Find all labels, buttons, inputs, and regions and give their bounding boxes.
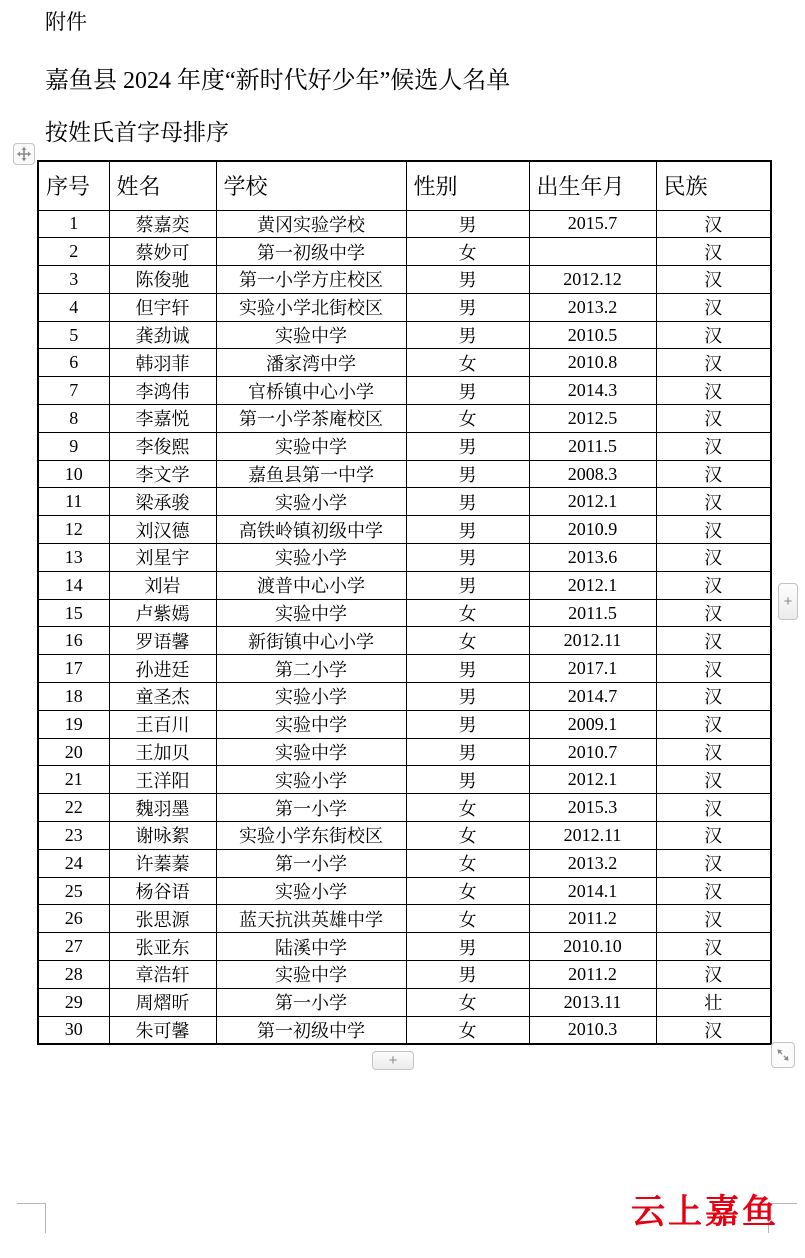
table-row — [38, 683, 771, 711]
table-row — [38, 571, 771, 599]
cell-index: 4 — [38, 293, 109, 321]
cell-school: 实验小学 — [216, 766, 406, 794]
cell-name: 王百川 — [109, 710, 216, 738]
cell-index: 14 — [38, 571, 109, 599]
cell-school: 第一小学方庄校区 — [216, 266, 406, 294]
cell-school: 实验小学 — [216, 877, 406, 905]
cell-school: 实验小学 — [216, 544, 406, 572]
cell-ethnicity: 壮 — [656, 988, 771, 1016]
cell-ethnicity: 汉 — [656, 432, 771, 460]
table-row — [38, 988, 771, 1016]
cell-ethnicity: 汉 — [656, 877, 771, 905]
cell-name: 刘星宇 — [109, 544, 216, 572]
cell-birth: 2010.5 — [529, 321, 656, 349]
page-subtitle: 按姓氏首字母排序 — [45, 120, 229, 145]
watermark-logo-text: 云上嘉鱼 — [631, 1194, 779, 1231]
cell-birth: 2013.11 — [529, 988, 656, 1016]
cell-school: 官桥镇中心小学 — [216, 377, 406, 405]
table-row — [38, 210, 771, 238]
cell-school: 潘家湾中学 — [216, 349, 406, 377]
table-row — [38, 405, 771, 433]
cell-school: 实验小学东街校区 — [216, 822, 406, 850]
cell-name: 许蓁蓁 — [109, 849, 216, 877]
table-row — [38, 460, 771, 488]
table-body — [38, 210, 771, 1044]
insert-column-button[interactable] — [372, 1051, 414, 1070]
cell-school: 第一小学 — [216, 849, 406, 877]
cell-birth: 2010.10 — [529, 933, 656, 961]
cell-gender: 女 — [406, 349, 529, 377]
cell-school: 实验中学 — [216, 738, 406, 766]
cell-gender: 女 — [406, 988, 529, 1016]
cell-ethnicity: 汉 — [656, 210, 771, 238]
cell-name: 李俊熙 — [109, 432, 216, 460]
table-row — [38, 849, 771, 877]
cell-school: 第一初级中学 — [216, 238, 406, 266]
cell-index: 28 — [38, 961, 109, 989]
cell-ethnicity: 汉 — [656, 849, 771, 877]
table-row — [38, 238, 771, 266]
cell-gender: 男 — [406, 655, 529, 683]
cell-index: 30 — [38, 1016, 109, 1044]
cell-index: 26 — [38, 905, 109, 933]
cell-birth: 2015.3 — [529, 794, 656, 822]
cell-ethnicity: 汉 — [656, 571, 771, 599]
cell-index: 6 — [38, 349, 109, 377]
cell-gender: 男 — [406, 961, 529, 989]
cell-index: 2 — [38, 238, 109, 266]
header-index: 序号 — [38, 161, 109, 210]
cell-school: 第一小学 — [216, 794, 406, 822]
cell-ethnicity: 汉 — [656, 905, 771, 933]
cell-ethnicity: 汉 — [656, 1016, 771, 1044]
cell-index: 7 — [38, 377, 109, 405]
cell-ethnicity: 汉 — [656, 544, 771, 572]
cell-ethnicity: 汉 — [656, 710, 771, 738]
cell-name: 谢咏絮 — [109, 822, 216, 850]
cell-ethnicity: 汉 — [656, 627, 771, 655]
table-move-handle[interactable] — [13, 143, 35, 165]
cell-school: 第一小学茶庵校区 — [216, 405, 406, 433]
cell-index: 13 — [38, 544, 109, 572]
cell-birth: 2012.11 — [529, 627, 656, 655]
cell-birth: 2012.1 — [529, 571, 656, 599]
cell-name: 陈俊驰 — [109, 266, 216, 294]
move-icon — [16, 146, 32, 162]
plus-icon: + — [388, 1052, 398, 1069]
cell-index: 29 — [38, 988, 109, 1016]
cell-gender: 女 — [406, 238, 529, 266]
cell-ethnicity: 汉 — [656, 405, 771, 433]
cell-birth: 2012.1 — [529, 766, 656, 794]
header-birth: 出生年月 — [529, 161, 656, 210]
table-row — [38, 266, 771, 294]
cell-birth: 2010.9 — [529, 516, 656, 544]
cell-index: 9 — [38, 432, 109, 460]
cell-school: 渡普中心小学 — [216, 571, 406, 599]
cell-name: 魏羽墨 — [109, 794, 216, 822]
cell-name: 蔡嘉奕 — [109, 210, 216, 238]
cell-school: 陆溪中学 — [216, 933, 406, 961]
cell-name: 卢紫嫣 — [109, 599, 216, 627]
cell-name: 李文学 — [109, 460, 216, 488]
cell-ethnicity: 汉 — [656, 377, 771, 405]
cell-index: 20 — [38, 738, 109, 766]
cell-ethnicity: 汉 — [656, 238, 771, 266]
cell-index: 3 — [38, 266, 109, 294]
candidate-table — [37, 160, 772, 1045]
cell-birth: 2009.1 — [529, 710, 656, 738]
cell-name: 王加贝 — [109, 738, 216, 766]
cell-name: 但宇轩 — [109, 293, 216, 321]
cell-name: 朱可馨 — [109, 1016, 216, 1044]
cell-ethnicity: 汉 — [656, 655, 771, 683]
table-row — [38, 544, 771, 572]
cell-index: 16 — [38, 627, 109, 655]
cell-gender: 女 — [406, 627, 529, 655]
cell-birth: 2015.7 — [529, 210, 656, 238]
cell-ethnicity: 汉 — [656, 766, 771, 794]
cell-name: 张亚东 — [109, 933, 216, 961]
cell-index: 21 — [38, 766, 109, 794]
table-row — [38, 905, 771, 933]
table-header — [38, 161, 771, 210]
cell-index: 19 — [38, 710, 109, 738]
table-row — [38, 488, 771, 516]
cell-birth: 2017.1 — [529, 655, 656, 683]
cell-birth — [529, 238, 656, 266]
cell-index: 25 — [38, 877, 109, 905]
cell-ethnicity: 汉 — [656, 516, 771, 544]
table-row — [38, 349, 771, 377]
cell-gender: 男 — [406, 210, 529, 238]
cell-gender: 女 — [406, 1016, 529, 1044]
cell-school: 高铁岭镇初级中学 — [216, 516, 406, 544]
cell-name: 李嘉悦 — [109, 405, 216, 433]
cell-index: 17 — [38, 655, 109, 683]
cell-school: 实验小学 — [216, 488, 406, 516]
cell-ethnicity: 汉 — [656, 822, 771, 850]
cell-index: 8 — [38, 405, 109, 433]
cell-birth: 2011.5 — [529, 432, 656, 460]
cell-ethnicity: 汉 — [656, 599, 771, 627]
header-name: 姓名 — [109, 161, 216, 210]
cell-gender: 男 — [406, 544, 529, 572]
cell-birth: 2012.5 — [529, 405, 656, 433]
cell-school: 嘉鱼县第一中学 — [216, 460, 406, 488]
insert-row-button[interactable] — [778, 583, 798, 620]
cell-name: 李鸿伟 — [109, 377, 216, 405]
cell-ethnicity: 汉 — [656, 293, 771, 321]
cell-name: 蔡妙可 — [109, 238, 216, 266]
cell-index: 27 — [38, 933, 109, 961]
cell-name: 孙进廷 — [109, 655, 216, 683]
cell-ethnicity: 汉 — [656, 488, 771, 516]
cell-ethnicity: 汉 — [656, 794, 771, 822]
table-row — [38, 655, 771, 683]
cell-gender: 女 — [406, 794, 529, 822]
cell-school: 新街镇中心小学 — [216, 627, 406, 655]
cell-ethnicity: 汉 — [656, 349, 771, 377]
resize-arrows-icon — [775, 1047, 791, 1063]
cell-name: 张思源 — [109, 905, 216, 933]
cell-school: 第二小学 — [216, 655, 406, 683]
cell-birth: 2010.8 — [529, 349, 656, 377]
table-row — [38, 599, 771, 627]
cell-name: 周熠昕 — [109, 988, 216, 1016]
cell-name: 韩羽菲 — [109, 349, 216, 377]
cell-birth: 2014.3 — [529, 377, 656, 405]
cell-ethnicity: 汉 — [656, 460, 771, 488]
cell-birth: 2012.1 — [529, 488, 656, 516]
cell-gender: 男 — [406, 516, 529, 544]
cell-birth: 2014.1 — [529, 877, 656, 905]
cell-gender: 男 — [406, 710, 529, 738]
cell-gender: 女 — [406, 849, 529, 877]
table-row — [38, 516, 771, 544]
cell-ethnicity: 汉 — [656, 266, 771, 294]
cell-index: 12 — [38, 516, 109, 544]
cell-name: 童圣杰 — [109, 683, 216, 711]
cell-birth: 2013.6 — [529, 544, 656, 572]
table-row — [38, 432, 771, 460]
table-row — [38, 377, 771, 405]
cell-name: 章浩轩 — [109, 961, 216, 989]
cell-name: 刘岩 — [109, 571, 216, 599]
table-row — [38, 822, 771, 850]
cell-ethnicity: 汉 — [656, 738, 771, 766]
page-title: 嘉鱼县 2024 年度“新时代好少年”候选人名单 — [45, 68, 511, 94]
cell-gender: 男 — [406, 488, 529, 516]
cell-name: 刘汉德 — [109, 516, 216, 544]
cell-name: 梁承骏 — [109, 488, 216, 516]
cell-gender: 女 — [406, 877, 529, 905]
table-row — [38, 961, 771, 989]
cell-gender: 男 — [406, 321, 529, 349]
cell-school: 实验中学 — [216, 432, 406, 460]
cell-school: 实验中学 — [216, 321, 406, 349]
table-resize-handle[interactable] — [771, 1042, 795, 1068]
cell-index: 18 — [38, 683, 109, 711]
cell-gender: 男 — [406, 266, 529, 294]
cell-gender: 男 — [406, 571, 529, 599]
header-gender: 性别 — [406, 161, 529, 210]
cell-birth: 2014.7 — [529, 683, 656, 711]
cell-school: 实验小学北街校区 — [216, 293, 406, 321]
cell-birth: 2013.2 — [529, 293, 656, 321]
cell-school: 第一初级中学 — [216, 1016, 406, 1044]
table-row — [38, 766, 771, 794]
cell-index: 24 — [38, 849, 109, 877]
cell-index: 11 — [38, 488, 109, 516]
table-row — [38, 1016, 771, 1044]
cell-birth: 2010.7 — [529, 738, 656, 766]
cell-birth: 2008.3 — [529, 460, 656, 488]
cell-gender: 男 — [406, 432, 529, 460]
cell-gender: 男 — [406, 293, 529, 321]
cell-name: 杨谷语 — [109, 877, 216, 905]
cell-ethnicity: 汉 — [656, 933, 771, 961]
cell-index: 23 — [38, 822, 109, 850]
cell-index: 10 — [38, 460, 109, 488]
cell-gender: 女 — [406, 822, 529, 850]
cell-ethnicity: 汉 — [656, 683, 771, 711]
cell-gender: 女 — [406, 599, 529, 627]
cell-school: 实验中学 — [216, 710, 406, 738]
margin-corner-mark-left — [17, 1203, 46, 1233]
cell-birth: 2011.2 — [529, 905, 656, 933]
cell-name: 王洋阳 — [109, 766, 216, 794]
cell-gender: 男 — [406, 933, 529, 961]
cell-gender: 男 — [406, 460, 529, 488]
cell-gender: 男 — [406, 766, 529, 794]
cell-name: 龚劲诚 — [109, 321, 216, 349]
cell-school: 实验中学 — [216, 599, 406, 627]
cell-index: 15 — [38, 599, 109, 627]
cell-gender: 女 — [406, 405, 529, 433]
table-row — [38, 710, 771, 738]
attachment-label: 附件 — [45, 10, 87, 34]
header-school: 学校 — [216, 161, 406, 210]
table-row — [38, 321, 771, 349]
cell-birth: 2012.12 — [529, 266, 656, 294]
cell-school: 实验小学 — [216, 683, 406, 711]
table-row — [38, 933, 771, 961]
cell-ethnicity: 汉 — [656, 961, 771, 989]
cell-index: 22 — [38, 794, 109, 822]
cell-school: 第一小学 — [216, 988, 406, 1016]
cell-birth: 2011.2 — [529, 961, 656, 989]
cell-birth: 2012.11 — [529, 822, 656, 850]
cell-name: 罗语馨 — [109, 627, 216, 655]
cell-birth: 2011.5 — [529, 599, 656, 627]
cell-gender: 男 — [406, 738, 529, 766]
table-row — [38, 293, 771, 321]
cell-school: 黄冈实验学校 — [216, 210, 406, 238]
header-row — [38, 161, 771, 210]
plus-icon: + — [783, 593, 793, 610]
cell-gender: 女 — [406, 905, 529, 933]
cell-school: 实验中学 — [216, 961, 406, 989]
cell-gender: 男 — [406, 377, 529, 405]
cell-ethnicity: 汉 — [656, 321, 771, 349]
cell-school: 蓝天抗洪英雄中学 — [216, 905, 406, 933]
cell-birth: 2013.2 — [529, 849, 656, 877]
table-row — [38, 738, 771, 766]
cell-index: 5 — [38, 321, 109, 349]
cell-gender: 男 — [406, 683, 529, 711]
cell-birth: 2010.3 — [529, 1016, 656, 1044]
table-row — [38, 627, 771, 655]
header-ethnicity: 民族 — [656, 161, 771, 210]
table-row — [38, 794, 771, 822]
cell-index: 1 — [38, 210, 109, 238]
table-row — [38, 877, 771, 905]
